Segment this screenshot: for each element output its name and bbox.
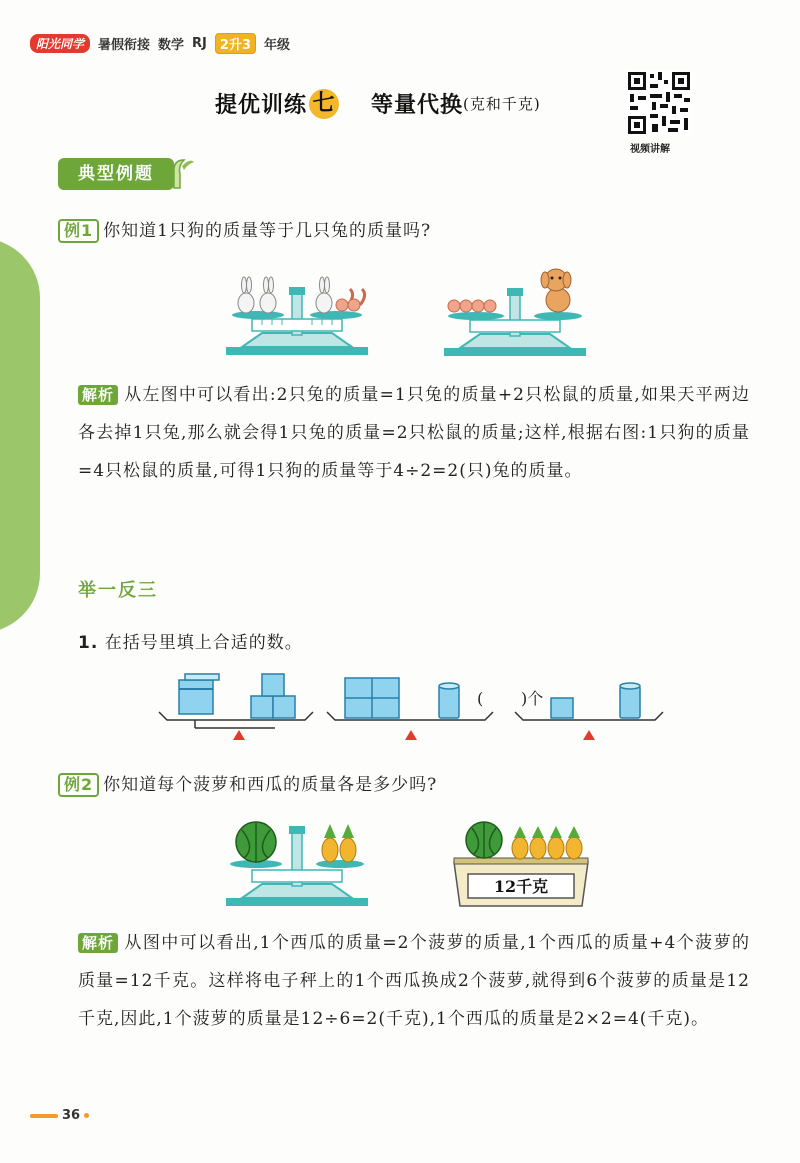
page-footer — [30, 1108, 89, 1123]
exercise-1 — [78, 628, 303, 653]
exercise-text: 在括号里填上合适的数。 — [104, 633, 303, 653]
electronic-scale — [450, 818, 592, 910]
title-main: 等量代换 — [371, 93, 464, 118]
analysis-tag: 解析 — [78, 385, 118, 405]
page-number: 36 — [62, 1108, 81, 1123]
header-edition: RJ — [192, 35, 207, 51]
header-grade: 年级 — [264, 37, 291, 53]
page-bar-decoration — [30, 1114, 58, 1118]
page-title — [215, 88, 541, 119]
leaf-icon — [170, 156, 196, 190]
example2-question-text: 你知道每个菠萝和西瓜的质量各是多少吗? — [103, 775, 438, 795]
example1-question — [58, 216, 431, 243]
scale-reading: 12千克 — [493, 877, 549, 896]
example2-question — [58, 770, 437, 797]
example1-analysis — [78, 376, 750, 490]
blank-open: ( — [477, 689, 484, 708]
example1-question-text: 你知道1只狗的质量等于几只兔的质量吗? — [103, 221, 432, 241]
example2-analysis — [78, 924, 750, 1038]
balance-scale-dog — [440, 266, 590, 358]
grade-badge: 2升3 — [215, 33, 256, 54]
exercise-balances — [155, 672, 675, 746]
exercise-number: 1. — [78, 633, 99, 653]
section-tag: 典型例题 — [58, 158, 174, 190]
analysis-tag: 解析 — [78, 933, 118, 953]
qr-caption: 视频讲解 — [630, 144, 670, 155]
header-subject: 数学 — [158, 37, 185, 53]
header — [30, 30, 290, 56]
example1-analysis-text: 从左图中可以看出:2只兔的质量=1只兔的质量+2只松鼠的质量,如果天平两边各去掉1只兔,那么就会得1只兔的质量=2只松鼠的质量;这样,根据右图:1只狗的质量=4只松鼠的质量,可得1只狗的质量等于4÷2=2(只)兔的质量。 — [78, 385, 750, 481]
balance-scale-fruit — [222, 818, 372, 908]
qr-code[interactable] — [626, 70, 692, 136]
title-prefix: 提优训练 — [215, 93, 308, 118]
balance-scale-rabbits — [222, 275, 372, 357]
brand-logo: 阳光同学 — [30, 34, 90, 53]
page-dot-decoration — [84, 1113, 89, 1118]
title-sub: (克和千克) — [463, 95, 541, 113]
example2-tag: 例2 — [58, 773, 99, 797]
example2-analysis-text: 从图中可以看出,1个西瓜的质量=2个菠萝的质量,1个西瓜的质量+4个菠萝的质量=12千克。这样将电子秤上的1个西瓜换成2个菠萝,就得到6个菠萝的质量是12千克,因此,1个菠萝的质量是12÷6=2(千克),1个西瓜的质量是2×2=4(千克)。 — [78, 933, 750, 1029]
title-number: 七 — [309, 89, 339, 119]
header-text: 暑假衔接 — [98, 37, 151, 53]
side-tab — [0, 238, 40, 633]
practice-heading: 举一反三 — [78, 580, 158, 601]
blank-close: )个 — [521, 689, 544, 708]
example1-tag: 例1 — [58, 219, 99, 243]
